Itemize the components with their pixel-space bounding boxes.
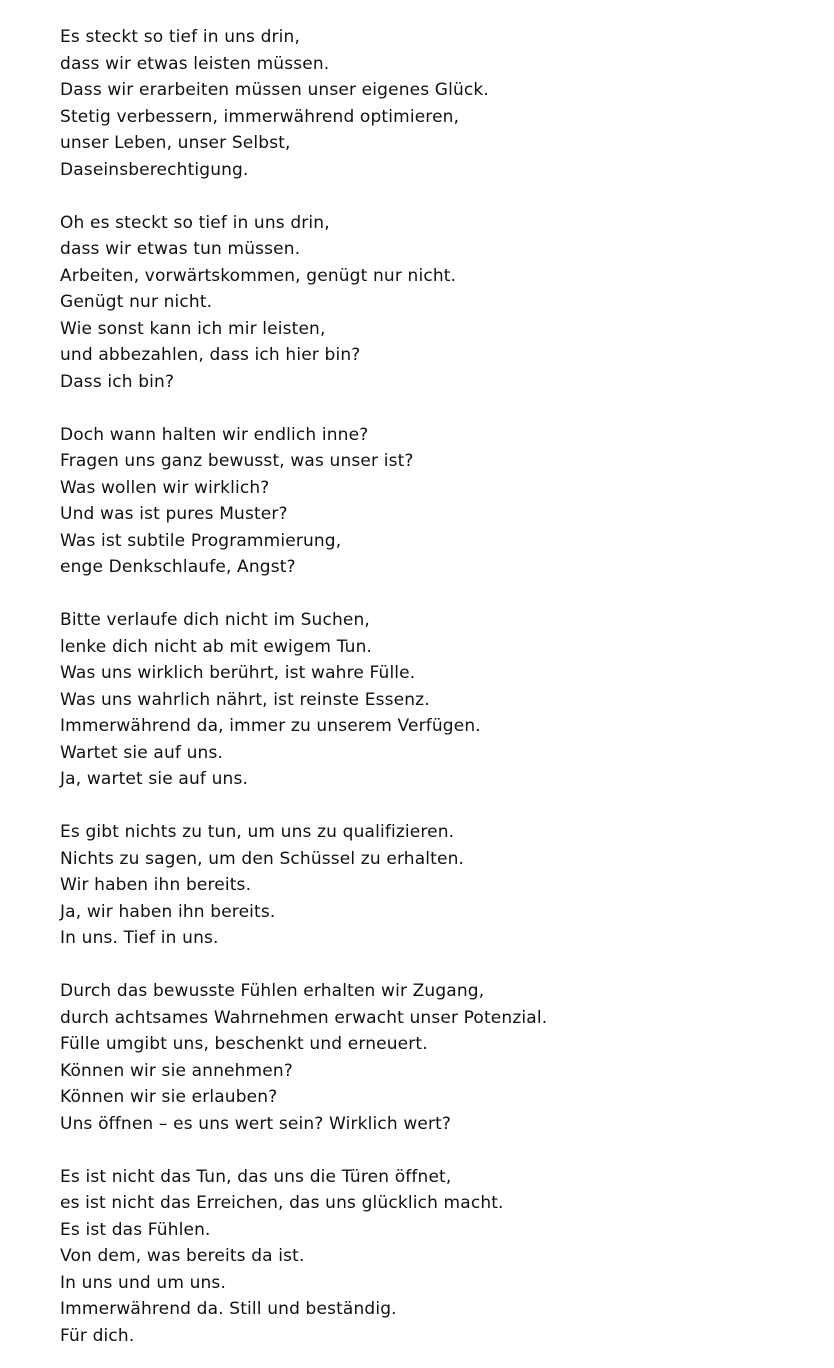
poem-line: Es steckt so tief in uns drin, (60, 27, 301, 47)
poem-line: Und was ist pures Muster? (60, 504, 288, 524)
poem-line: Wartet sie auf uns. (60, 742, 224, 763)
poem-line: Uns öffnen – es uns wert sein? Wirklich wert? (60, 1113, 452, 1134)
poem-line: Ja, wartet sie auf uns. (60, 769, 249, 789)
poem-line: Wir haben ihn bereits. (60, 875, 252, 895)
stanza-1 (60, 24, 820, 183)
poem-line: Bitte verlaufe dich nicht im Suchen, (60, 610, 370, 630)
stanza-7 (60, 1164, 820, 1350)
poem-line: Können wir sie erlauben? (60, 1087, 278, 1107)
poem-line: Es ist nicht das Tun, das uns die Türen öffnet, (60, 1166, 452, 1187)
poem-line: Oh es steckt so tief in uns drin, (60, 212, 330, 233)
poem-line: Ja, wir haben ihn bereits. (60, 901, 276, 922)
poem-text (60, 24, 820, 1349)
poem-line: In uns und um uns. (60, 1272, 226, 1293)
poem-line: Dass wir erarbeiten müssen unser eigenes Glück. (60, 80, 489, 100)
stanza-4 (60, 607, 820, 793)
stanza-5 (60, 819, 820, 952)
poem-line: lenke dich nicht ab mit ewigem Tun. (60, 636, 373, 657)
poem-line: unser Leben, unser Selbst, (60, 133, 291, 153)
poem-line: Können wir sie annehmen? (60, 1060, 293, 1081)
poem-line: In uns. Tief in uns. (60, 928, 219, 948)
poem-line: Es ist das Fühlen. (60, 1219, 211, 1240)
poem-line: Fülle umgibt uns, beschenkt und erneuert. (60, 1034, 428, 1054)
stanza-3 (60, 422, 820, 581)
poem-line: Was wollen wir wirklich? (60, 477, 270, 498)
stanza-2 (60, 210, 820, 396)
poem-line: Doch wann halten wir endlich inne? (60, 424, 369, 445)
poem-line: Stetig verbessern, immerwährend optimieren, (60, 106, 460, 127)
poem-line: es ist nicht das Erreichen, das uns glücklich macht. (60, 1193, 504, 1213)
poem-line: dass wir etwas tun müssen. (60, 239, 301, 259)
poem-line: und abbezahlen, dass ich hier bin? (60, 345, 361, 365)
poem-line: Immerwährend da. Still und beständig. (60, 1299, 397, 1319)
poem-line: Was uns wirklich berührt, ist wahre Fülle. (60, 663, 416, 683)
poem-line: Wie sonst kann ich mir leisten, (60, 318, 326, 339)
poem-line: durch achtsames Wahrnehmen erwacht unser Potenzial. (60, 1007, 548, 1028)
poem-line: Immerwährend da, immer zu unserem Verfügen. (60, 716, 481, 736)
poem-line: Was uns wahrlich nährt, ist reinste Essenz. (60, 689, 430, 710)
poem-line: Für dich. (60, 1325, 135, 1346)
poem-line: Durch das bewusste Fühlen erhalten wir Zugang, (60, 981, 485, 1001)
poem-line: Daseinsberechtigung. (60, 159, 249, 180)
poem-line: Von dem, was bereits da ist. (60, 1246, 305, 1266)
poem-line: Fragen uns ganz bewusst, was unser ist? (60, 451, 414, 471)
poem-line: Arbeiten, vorwärtskommen, genügt nur nicht. (60, 265, 457, 286)
poem-line: enge Denkschlaufe, Angst? (60, 557, 296, 577)
stanza-6 (60, 978, 820, 1137)
poem-line: Nichts zu sagen, um den Schüssel zu erhalten. (60, 848, 465, 869)
poem-line: Genügt nur nicht. (60, 292, 213, 312)
poem-line: Dass ich bin? (60, 371, 175, 392)
poem-line: Es gibt nichts zu tun, um uns zu qualifizieren. (60, 822, 455, 842)
poem-line: Was ist subtile Programmierung, (60, 530, 342, 551)
poem-line: dass wir etwas leisten müssen. (60, 53, 330, 74)
